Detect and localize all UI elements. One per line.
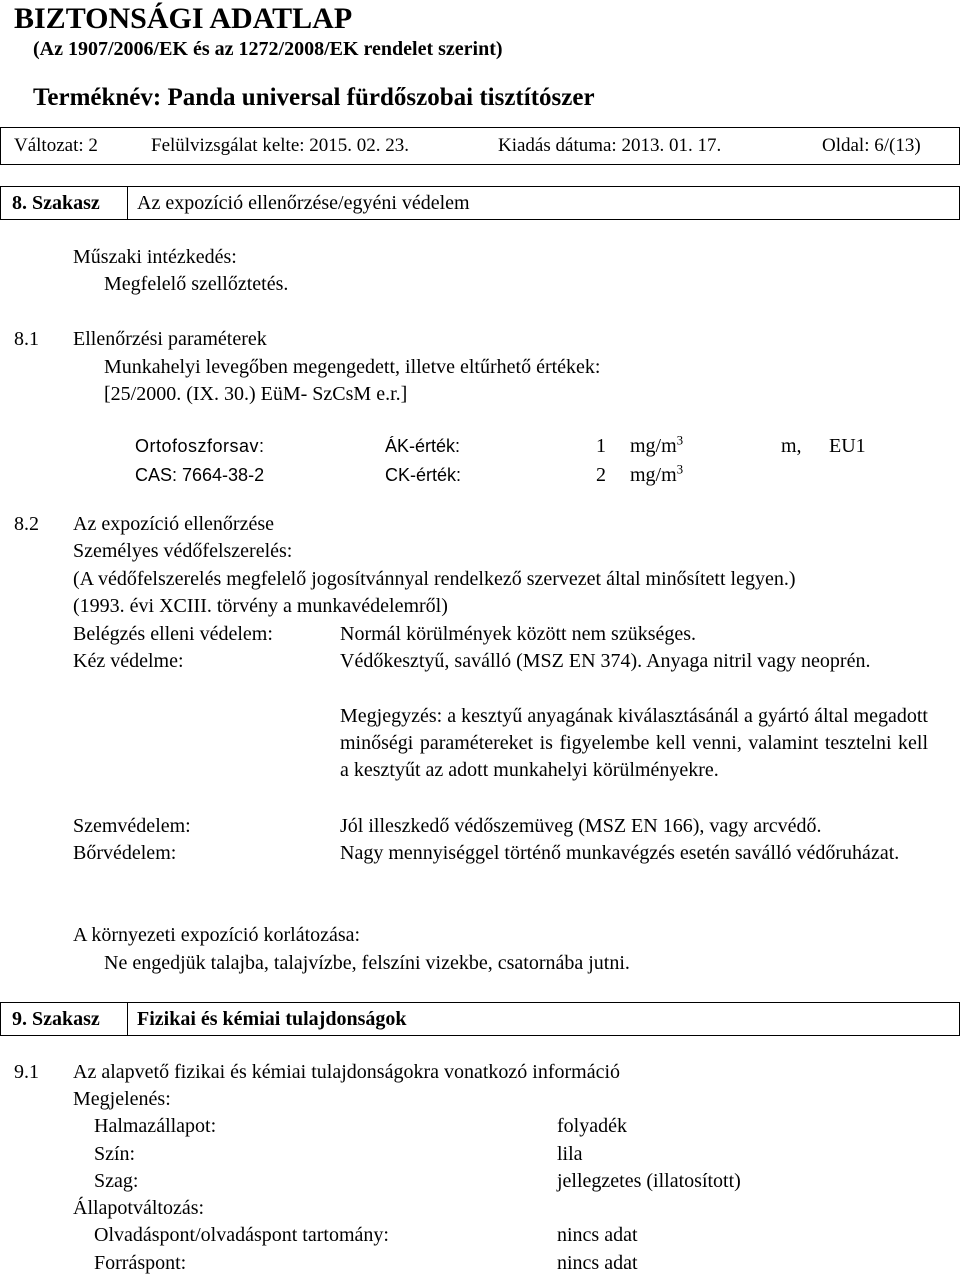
environmental-label: A környezeti expozíció korlátozása: [73,924,361,946]
environmental-value: Ne engedjük talajba, talajvízbe, felszíni vizekbe, csatornába jutni. [104,952,630,974]
subsection-9-1-number: 9.1 [14,1061,39,1083]
ak-label: ÁK-érték: [385,436,461,456]
section-9-header [0,1002,960,1036]
limits-regulation: [25/2000. (IX. 30.) EüM- SzCsM e.r.] [104,383,408,405]
document-title: BIZTONSÁGI ADATLAP [14,2,353,35]
regulation-reference: (Az 1907/2006/EK és az 1272/2008/EK rendelet szerint) [33,38,503,60]
hand-protection-label: Kéz védelme: [73,650,184,672]
extra-m: m, [781,435,802,457]
respiratory-value: Normál körülmények között nem szükséges. [340,623,697,645]
boiling-point-label: Forráspont: [94,1252,187,1274]
page-number: Oldal: 6/(13) [822,135,921,156]
subsection-8-1-number: 8.1 [14,328,39,350]
eye-protection-label: Szemvédelem: [73,815,191,837]
appearance-label: Megjelenés: [73,1088,171,1110]
state-label: Halmazállapot: [94,1115,217,1137]
product-name: Terméknév: Panda universal fürdőszobai tisztítószer [33,84,595,111]
state-change-label: Állapotváltozás: [73,1197,205,1219]
subsection-8-2-number: 8.2 [14,513,39,535]
revision-date: Felülvizsgálat kelte: 2015. 02. 23. [151,135,410,156]
ck-unit [630,462,683,489]
subsection-8-2-title: Az expozíció ellenőrzése [73,513,275,535]
section-8-number: 8. Szakasz [1,187,128,219]
color-label: Szín: [94,1143,136,1165]
technical-measures-label: Műszaki intézkedés: [73,246,237,268]
subsection-9-1-title: Az alapvető fizikai és kémiai tulajdonságokra vonatkozó információ [73,1061,621,1083]
ck-value: 2 [596,464,606,486]
substance-name: Ortofoszforsav: [135,436,265,456]
respiratory-label: Belégzés elleni védelem: [73,623,273,645]
skin-protection-label: Bőrvédelem: [73,842,177,864]
section-8-header [0,186,960,220]
version-bar [0,127,960,165]
issue-date: Kiadás dátuma: 2013. 01. 17. [498,135,722,156]
odor-label: Szag: [94,1170,139,1192]
ppe-note-2: (1993. évi XCIII. törvény a munkavédelemről) [73,595,448,617]
ck-unit-base: mg/m [630,464,677,486]
odor-value: jellegzetes (illatosított) [557,1170,741,1192]
section-9-number: 9. Szakasz [1,1003,128,1035]
state-value: folyadék [557,1115,627,1137]
color-value: lila [557,1143,583,1165]
subsection-8-1-title: Ellenőrzési paraméterek [73,328,267,350]
hand-protection-note: Megjegyzés: a kesztyű anyagának kiválasztásánál a gyártó által megadott minőségi paramétereket is figyelembe kell venni, valamint tesztelni kell a kesztyűt az adott munkahelyi körülményekre. [340,705,928,781]
technical-measures-value: Megfelelő szellőztetés. [104,273,289,295]
ak-unit [630,433,683,460]
boiling-point-value: nincs adat [557,1252,638,1274]
melting-point-value: nincs adat [557,1224,638,1246]
hand-protection-value: Védőkesztyű, saválló (MSZ EN 374). Anyaga nitril vagy neoprén. [340,650,871,672]
melting-point-label: Olvadáspont/olvadáspont tartomány: [94,1224,389,1246]
extra-eu: EU1 [829,435,866,457]
version: Változat: 2 [14,135,98,156]
ppe-note-1: (A védőfelszerelés megfelelő jogosítvánnyal rendelkező szervezet által minősített legyen.) [73,568,796,590]
ak-value: 1 [596,435,606,457]
ppe-label: Személyes védőfelszerelés: [73,540,293,562]
section-8-title: Az expozíció ellenőrzése/egyéni védelem [137,192,470,214]
ck-label: CK-érték: [385,465,462,485]
ak-unit-base: mg/m [630,435,677,457]
cas-number: CAS: 7664-38-2 [135,465,265,485]
eye-protection-value: Jól illeszkedő védőszemüveg (MSZ EN 166), vagy arcvédő. [340,815,822,837]
ck-unit-exponent: 3 [676,461,684,477]
section-9-title: Fizikai és kémiai tulajdonságok [137,1008,407,1030]
ak-unit-exponent: 3 [676,432,684,448]
limits-description: Munkahelyi levegőben megengedett, illetve eltűrhető értékek: [104,356,601,378]
skin-protection-value: Nagy mennyiséggel történő munkavégzés esetén saválló védőruházat. [340,842,900,864]
